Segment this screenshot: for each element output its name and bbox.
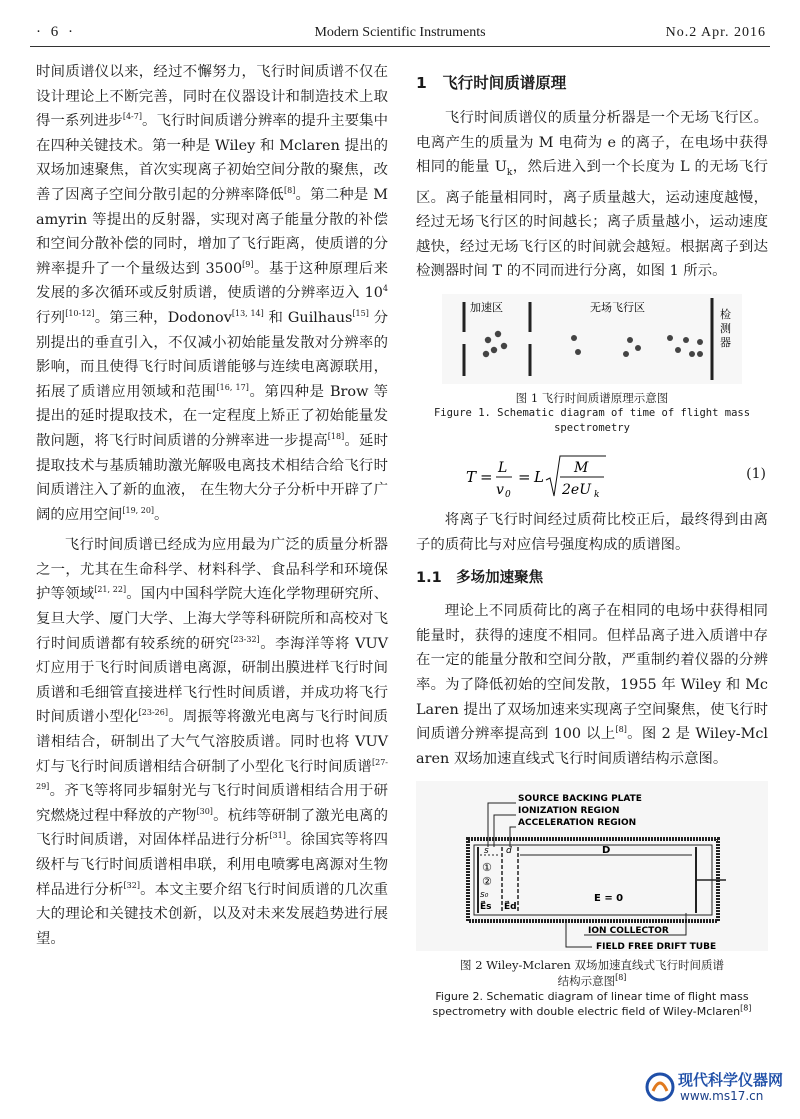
right-column — [416, 60, 768, 1019]
issue-info: No.2 Apr. 2016 — [665, 25, 766, 40]
label-detector-2: 测 — [720, 322, 731, 336]
citation[interactable]: [31] — [269, 831, 286, 841]
figure-1 — [416, 294, 768, 436]
svg-text:v: v — [496, 482, 504, 499]
figure-2 — [416, 781, 768, 1019]
citation[interactable]: [16, 17] — [216, 382, 249, 392]
citation[interactable]: [30] — [196, 807, 213, 817]
svg-text:ACCELERATION REGION: ACCELERATION REGION — [518, 818, 637, 829]
svg-text:M: M — [574, 460, 589, 477]
citation[interactable]: [32] — [123, 880, 140, 890]
citation[interactable]: [27-29] — [36, 757, 388, 792]
figure-1-caption-cn: 图 1 飞行时间质谱原理示意图 — [515, 391, 669, 406]
journal-name: Modern Scientific Instruments — [314, 25, 486, 40]
svg-text:d: d — [506, 846, 512, 857]
watermark-name: 现代科学仪器网 — [678, 1071, 784, 1089]
citation[interactable]: [19, 20] — [122, 505, 155, 515]
equation-number: (1) — [746, 466, 766, 483]
svg-text:2eU: 2eU — [562, 482, 591, 499]
watermark-url: www.ms17.cn — [680, 1089, 764, 1103]
svg-text:ION COLLECTOR: ION COLLECTOR — [588, 926, 669, 937]
svg-text:IONIZATION REGION: IONIZATION REGION — [518, 806, 620, 817]
svg-text:①: ① — [482, 861, 492, 875]
watermark-logo-icon — [644, 1071, 676, 1103]
svg-text:FIELD FREE DRIFT TUBE: FIELD FREE DRIFT TUBE — [596, 942, 717, 952]
svg-text:L: L — [534, 468, 544, 487]
section-heading-1: 1 飞行时间质谱原理 — [416, 74, 567, 92]
formula — [466, 450, 666, 504]
citation[interactable]: [9] — [242, 259, 254, 269]
citation[interactable]: [8] — [740, 1003, 752, 1013]
paragraph-calibration: 将离子飞行时间经过质荷比校正后，最终得到由离子的质荷比与对应信号强度构成的质谱图。 — [416, 512, 768, 553]
citation[interactable]: [23-26] — [138, 708, 168, 718]
figure-2-caption-en: Figure 2. Schematic diagram of linear time of flight mass spectrometry with double electric field of Wiley-Mclaren[8] — [432, 990, 752, 1019]
svg-text:0: 0 — [505, 490, 511, 501]
citation[interactable]: [4-7] — [122, 112, 142, 122]
svg-text:E⃗s: E⃗s — [480, 902, 492, 913]
paragraph-principle: 飞行时间质谱仪的质量分析器是一个无场飞行区。电离产生的质量为 M 电荷为 e 的离子，在电场中获得相同的能量 $U_k$，然后进入到一个长度为 L 的无场飞行区。离子能量相同时，离子质量越大，运动速度越慢，经过无场飞行区的时间越长；离子质量越小，运动速度越快，经过无场飞行区的时间就会越短。根据离子到达检测器时间 T 的不同而进行分离，如图 1 所示。 — [416, 110, 768, 280]
paragraph-multi-field: 理论上不同质荷比的离子在相同的电场中获得相同能量时，获得的速度不相同。但样品离子进入质谱中存在一定的能量分散和空间分散，严重制约着仪器的分辨率。为了降低初始的空间发散，1955 年 Wiley 和 McLaren 提出了双场加速来实现离子空间聚焦，使飞行时间质谱分辨率提高到 100 以上[8]。图 2 是 Wiley-Mclaren 双场加速直线式飞行时间质谱结构示意图。 — [416, 603, 768, 767]
svg-text:=: = — [518, 468, 531, 487]
left-column — [36, 60, 388, 951]
figure-1-caption-en: Figure 1. Schematic diagram of time of flight mass spectrometry — [433, 407, 751, 435]
tof-principle-diagram — [442, 294, 742, 384]
label-detector-1: 检 — [720, 308, 731, 322]
citation[interactable]: [10-12] — [65, 309, 95, 319]
svg-text:SOURCE BACKING PLATE: SOURCE BACKING PLATE — [518, 794, 642, 805]
citation[interactable]: [13, 14] — [231, 309, 264, 319]
equation-1 — [416, 450, 768, 504]
citation[interactable]: [8] — [615, 725, 627, 735]
svg-text:s₀: s₀ — [480, 890, 489, 901]
section-heading-1-1: 1.1 多场加速聚焦 — [416, 570, 544, 587]
svg-text:=: = — [480, 468, 493, 487]
citation[interactable]: [18] — [327, 432, 345, 442]
wiley-mclaren-diagram — [416, 781, 768, 951]
svg-text:s: s — [484, 846, 489, 857]
svg-text:k: k — [594, 490, 600, 501]
svg-text:E = 0: E = 0 — [594, 893, 624, 905]
figure-2-caption-cn: 图 2 Wiley-Mclaren 双场加速直线式飞行时间质谱 结构示意图[8] — [460, 958, 724, 989]
citation[interactable]: [21, 22] — [94, 585, 127, 595]
label-detector-3: 器 — [720, 336, 731, 350]
svg-text:T: T — [466, 468, 477, 487]
svg-text:②: ② — [482, 875, 492, 889]
svg-text:E⃗d: E⃗d — [504, 902, 517, 913]
page-header — [30, 22, 770, 47]
svg-text:L: L — [498, 460, 508, 477]
citation[interactable]: [23-32] — [230, 634, 260, 644]
page-number: · 6 · — [36, 24, 76, 40]
svg-text:D: D — [602, 845, 611, 857]
label-drift: 无场飞行区 — [590, 301, 645, 315]
paragraph-domestic-research: 飞行时间质谱已经成为应用最为广泛的质量分析器之一，尤其在生命科学、材料科学、食品科学和环境保护等领域[21, 22]。国内中国科学院大连化学物理研究所、复旦大学、厦门大学、上海大学等科研院所和高校对飞行时间质谱都有较系统的研究[23-32]。李海洋等将 VUV 灯应用于飞行时间质谱电离源，研制出膜进样飞行时间质谱和毛细管直接进样飞行性时间质谱，并成功将飞行时间质谱小型化[23-26]。周振等将激光电离与飞行时间质谱相结合，研制出了大气气溶胶质谱。同时也将 VUV 灯与飞行时间质谱相结合研制了小型化飞行时间质谱[27-29]。齐飞等将同步辐射光与飞行时间质谱相结合用于研究燃烧过程中释放的产物[30]。杭纬等研制了激光电离的飞行时间质谱，对固体样品进行分析[31]。徐国宾等将四级杆与飞行时间质谱相串联，利用电喷雾电离源对生物样品进行分析[32]。本文主要介绍飞行时间质谱的几次重大的理论和关键技术创新，以及对未来发展趋势进行展望。 — [36, 537, 388, 947]
site-watermark — [644, 1067, 794, 1107]
citation[interactable]: [15] — [352, 309, 369, 319]
paragraph-history: 时间质谱仪以来，经过不懈努力，飞行时间质谱不仅在设计理论上不断完善，同时在仪器设计和制造技术上取得一系列进步[4-7]。飞行时间质谱分辨率的提升主要集中在四种关键技术。第一种是 Wiley 和 Mclaren 提出的双场加速聚焦，首次实现离子初始空间分散的聚焦，改善了因离子空间分散引起的分辨率降低[8]。第二种是 Mamyrin 等提出的反射器，实现对离子能量分散的补偿和空间分散补偿的同时，增加了飞行距离，使质谱的分辨率提升了一个量级达到 3500[9]。基于这种原理后来发展的多次循环或反射质谱，使质谱的分辨率迈入 $10^4$ 行列[10-12]。第三种，Dodonov[13, 14] 和 Guilhaus[15] 分别提出的垂直引入，不仅减小初始能量发散对分辨率的影响，而且使得飞行时间质谱能够与连续电离源联用，拓展了质谱应用领域和范围[16, 17]。第四种是 Brow 等提出的延时提取技术，在一定程度上矫正了初始能量发散问题，将飞行时间质谱的分辨率进一步提高[18]。延时提取技术与基质辅助激光解吸电离技术相结合给飞行时间质谱注入了新的血液， 在生物大分子分析中开辟了广阔的应用空间[19, 20]。 — [36, 64, 389, 523]
citation[interactable]: [8] — [284, 186, 296, 196]
citation[interactable]: [8] — [615, 973, 627, 983]
exponent: 4 — [382, 284, 388, 294]
label-accel: 加速区 — [470, 301, 503, 315]
